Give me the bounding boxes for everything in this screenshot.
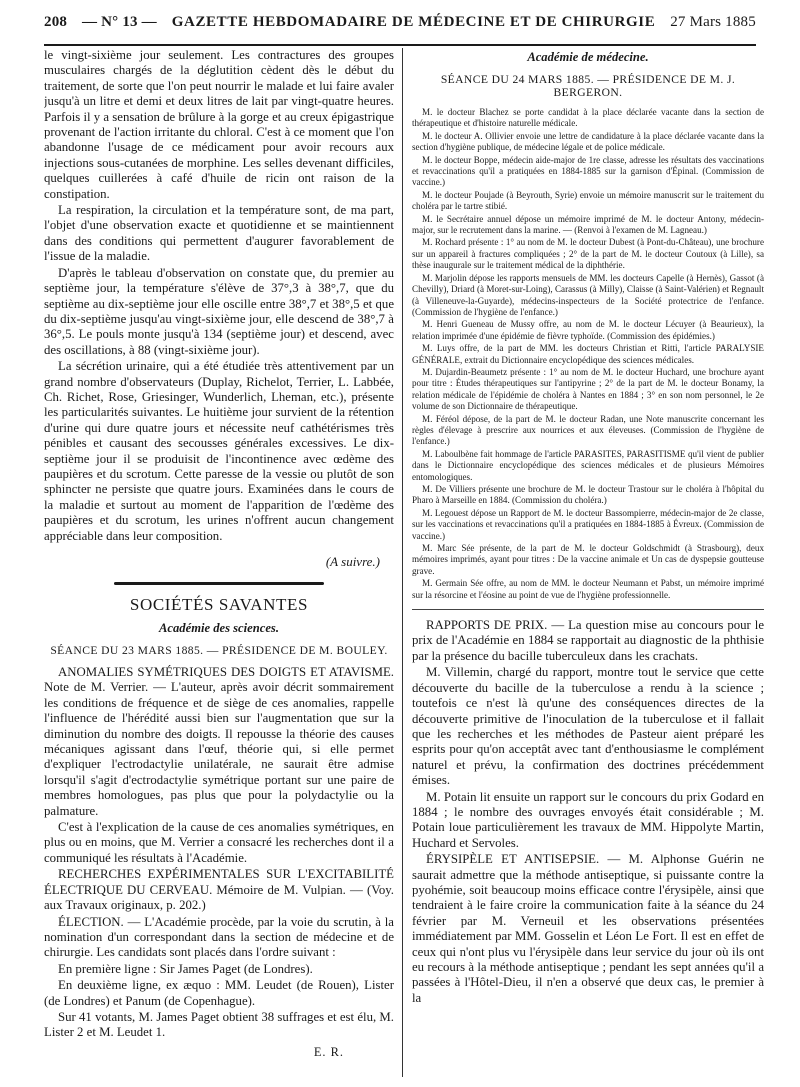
report-paragraph-villemin: M. Villemin, chargé du rapport, montre tout le service que cette découverte du bacille de la tuberculose a rendu à la science ; toutefois ce n'est là qu'une des conséquences directes de la découverte primitive de l'inoculation de la tuberculose et il fallait que les recherches et les méthodes de Pasteur aient préparé les esprits pour qu'on acceptât avec tant d'enthousiasme le complément naturel et prévu, la confirmation des doctrines précédemment émises. bbox=[412, 665, 764, 788]
academy-medicine-heading: Académie de médecine. bbox=[527, 50, 649, 64]
author-signature: E. R. bbox=[313, 1044, 344, 1059]
report-paragraph-erysipelas: ÉRYSIPÈLE ET ANTISEPSIE. — M. Alphonse Guérin ne saurait admettre que la méthode antiseptique, si puissante contre la pyohémie, soit beaucoup moins efficace contre l'érysipèle, ainsi que tendraient à le faire croire la communication faite à la séance du 24 février par M. Verneuil et les observations présentées immédiatement par MM. Gosselin et Léon Le Fort. Il est en effet de ceux qui n'ont plus vu l'érysipèle dans leur service du jour où ils ont eu recours à la méthode antiseptique ; pendant les sept années qu'il a passées à l'Hôtel-Dieu, il n'en a observé que deux cas, le premier à la bbox=[412, 852, 764, 1005]
minute-item: M. le docteur Boppe, médecin aide-major de 1re classe, adresse les résultats des vaccinations et revaccinations qu'il a pratiquées en 1884-1885 sur la garnison d'Épinal. (Commission de vaccine.) bbox=[412, 154, 764, 188]
minute-item: M. le docteur A. Ollivier envoie une lettre de candidature à la place déclarée vacante dans la section d'hygiène publique, de médecine légale et de police médicale. bbox=[412, 130, 764, 153]
page-header bbox=[44, 14, 756, 46]
page-number: 208 bbox=[44, 14, 68, 30]
continuation-paragraph-3: D'après le tableau d'observation on constate que, du premier au septième jour, la température s'élève de 37°,3 à 38°,7, que du septième au dix-septième jour elle oscille entre 38°,7 et 38°,5 et que du dix-septième jusqu'au vingt-sixième jour, elle descend de 38°,7 à 36°,5. Le pouls monte jusqu'à 134 (septième jour) et descend, avec des oscillations, à 88 (vingt-sixième jour). bbox=[44, 265, 394, 357]
minute-item: M. le docteur Blachez se porte candidat à la place déclarée vacante dans la section de thérapeutique et d'histoire naturelle médicale. bbox=[412, 107, 764, 129]
election-result: Sur 41 votants, M. James Paget obtient 38 suffrages et est élu, M. Lister 2 et M. Leudet 1. bbox=[44, 1009, 394, 1040]
session-heading: SÉANCE DU 23 MARS 1885. — PRÉSIDENCE DE M. BOULEY. bbox=[50, 644, 388, 657]
minute-item: M. Germain Sée offre, au nom de MM. le docteur Neumann et Pabst, un mémoire imprimé sur la résorcine et l'éosine au point de vue de l'hygiène professionnelle. bbox=[412, 578, 764, 600]
report-paragraph-potain: M. Potain lit ensuite un rapport sur le concours du prix Godard en 1884 ; le nombre des ouvrages envoyés était considérable ; M. Potain loue particulièrement les travaux de MM. Hippolyte Martin, Huchard et Servoles. bbox=[412, 789, 764, 850]
continuation-paragraph-4: La sécrétion urinaire, qui a été étudiée très attentivement par un grand nombre d'observateurs (Duplay, Richelot, Terrier, L. Labbée, Ch. Richet, Rose, Griesinger, Wunderlich, Lheman, etc.), présente les particularités suivantes. Le huitième jour survient de la rétention d'urine qui dure quatre jours et nécessite neuf cathétérismes très pénibles et causant des secousses générales excessives. Le dix-septième jour il se produisit de l'incontinence avec œdème des paupières et du scrotum. Cette paresse de la vessie ou plutôt de son sphincter ne persiste que quatre jours. Examinées dans le cours de la maladie et surtout au moment de l'apparition de l'œdème des paupières et du scrotum, les urines n'offrent aucun changement appréciable dans leur composition. bbox=[44, 359, 394, 543]
continuation-paragraph-2: La respiration, la circulation et la température sont, de ma part, l'objet d'une observation exacte et quotidienne et se maintiennent dans des conditions qui permettent d'augurer favorablement de l'issue de la maladie. bbox=[44, 203, 394, 264]
minute-item: M. Marjolin dépose les rapports mensuels de MM. les docteurs Capelle (à Hernès), Gassot (à Chevilly), Driard (à Moret-sur-Loing), Carassus (à Milly), Claisse (à Saint-Valérien) et Regnault (à Villeneuve-la-Guyarde), médecins-inspecteurs de la Société protectrice de l'enfance. (Commission de l'hygiène de l'enfance.) bbox=[412, 272, 764, 317]
medicine-report bbox=[412, 618, 764, 1006]
minute-item: M. le docteur Poujade (à Beyrouth, Syrie) envoie un mémoire manuscrit sur le traitement du choléra par le tartre stibié. bbox=[412, 189, 764, 212]
report-paragraph-prizes: RAPPORTS DE PRIX. — La question mise au concours pour le prix de l'Académie en 1884 se rapportait au diagnostic de la phthisie par la présence du bacille tuberculeux dans les crachats. bbox=[412, 618, 764, 663]
report-paragraph-verrier: C'est à l'explication de la cause de ces anomalies symétriques, en plus ou en moins, que M. Verrier a consacré les recherches dont il a communiqué les résultats à l'Académie. bbox=[44, 820, 394, 865]
minutes-divider bbox=[412, 609, 764, 610]
section-title: SOCIÉTÉS SAVANTES bbox=[129, 595, 309, 614]
election-first-line: En première ligne : Sir James Paget (de Londres). bbox=[58, 961, 313, 976]
issue-number: — N° 13 — bbox=[81, 14, 157, 30]
minute-item: M. Féréol dépose, de la part de M. le docteur Radan, une Note manuscrite concernant les règles d'élevage à prescrire aux nourrices et aux éleveuses. (Commission de l'hygiène de l'enfance.) bbox=[412, 413, 764, 447]
election-second-line: En deuxième ligne, ex æquo : MM. Leudet (de Rouen), Lister (de Londres) et Panum (de Copenhague). bbox=[44, 978, 394, 1008]
session-heading-medicine: SÉANCE DU 24 MARS 1885. — PRÉSIDENCE DE M. J. BERGERON. bbox=[440, 73, 736, 99]
report-paragraph-vulpian: RECHERCHES EXPÉRIMENTALES SUR L'EXCITABILITÉ ÉLECTRIQUE DU CERVEAU. Mémoire de M. Vulpian. — (Voy. aux Travaux originaux, p. 202.) bbox=[44, 867, 394, 913]
section-divider bbox=[114, 582, 324, 585]
journal-title: GAZETTE HEBDOMADAIRE DE MÉDECINE ET DE CHIRURGIE bbox=[171, 14, 656, 30]
right-column bbox=[412, 48, 764, 1077]
minute-item: M. De Villiers présente une brochure de M. le docteur Trastour sur le choléra à l'hôpital du Pharo à Marseille en 1884. (Commission du choléra.) bbox=[412, 484, 764, 506]
column-divider bbox=[402, 48, 403, 1077]
minute-item: M. Legouest dépose un Rapport de M. le docteur Bassompierre, médecin-major de 2e classe, sur les vaccinations et revaccinations qu'il a pratiquées en 1884-1885 à Évreux. (Commission de vaccine.) bbox=[412, 507, 764, 541]
correspondence-minutes bbox=[412, 107, 764, 601]
minute-item: M. Marc Sée présente, de la part de M. le docteur Goldschmidt (à Strasbourg), deux mémoires imprimés, ayant pour titres : De la vaccine animale et Un cas de dyspepsie goutteuse grave. bbox=[412, 543, 764, 576]
academy-sciences-heading: Académie des sciences. bbox=[159, 621, 279, 635]
to-follow-note: (A suivre.) bbox=[325, 554, 380, 569]
report-paragraph-anomalies: ANOMALIES SYMÉTRIQUES DES DOIGTS ET ATAVISME. Note de M. Verrier. — L'auteur, après avoir décrit sommairement les conditions de fréquence et de siège de ces anomalies, rappelle l'influence de l'hérédité aussi bien sur l'augmentation que sur la diminution du nombre des doigts. Il repousse la théorie des causes mécaniques agissant dans l'œuf, théorie qui, si elle permet d'expliquer l'ectrodactylie unilatérale, ne saurait être admise lorsqu'il s'agit d'ectrodactylie symétrique portant sur une paire de membres homologues, pas plus que pour la polydactylie ou la palmature. bbox=[44, 665, 394, 818]
minute-item: M. Dujardin-Beaumetz présente : 1° au nom de M. le docteur Huchard, une brochure ayant pour titre : Études thérapeutiques sur l'antipyrine ; 2° de la part de M. le docteur Bonamy, la relation médicale de l'épidémie de choléra à Nantes en 1884 ; 3° en son nom personnel, le 2e volume de son Dictionnaire de thérapeutique. bbox=[412, 366, 764, 412]
minute-item: M. Henri Gueneau de Mussy offre, au nom de M. le docteur Lécuyer (à Beaurieux), la relation imprimée d'une épidémie de fièvre typhoïde. (Commission des épidémies.) bbox=[412, 319, 764, 341]
report-paragraph-election: ÉLECTION. — L'Académie procède, par la voie du scrutin, à la nomination d'un correspondant dans la section de médecine et de chirurgie. Les candidats sont placés dans l'ordre suivant : bbox=[44, 914, 394, 960]
continuation-paragraph-1: le vingt-sixième jour seulement. Les contractures des groupes musculaires chargés de la déglutition cèdent dès le début du traitement, de sorte que l'on peut nourrir le malade et lui faire avaler jusqu'à un litre et demi et deux litres de lait par vingt-quatre heures. Parfois il y a sensation de brûlure à la gorge et au creux épigastrique provenant de l'action irritante du chloral. C'est à ce moment que l'on abandonne l'usage de ce médicament pour avoir recours aux injections sous-cutanées de morphine. Les selles devenant difficiles, quelques cuillerées à café d'huile de ricin ont raison de la constipation. bbox=[44, 48, 394, 201]
left-column bbox=[44, 48, 394, 1077]
issue-date: 27 Mars 1885 bbox=[670, 14, 756, 30]
sciences-report bbox=[44, 665, 394, 1041]
minute-item: M. le Secrétaire annuel dépose un mémoire imprimé de M. le docteur Antony, médecin-major, sur le recrutement dans la marine. — (Renvoi à l'examen de M. Lagneau.) bbox=[412, 213, 764, 236]
minute-item: M. Laboulbène fait hommage de l'article PARASITES, PARASITISME qu'il vient de publier dans le Dictionnaire encyclopédique des sciences médicales et de plusieurs Mémoires entomologiques. bbox=[412, 448, 764, 482]
minute-item: M. Rochard présente : 1° au nom de M. le docteur Dubest (à Pont-du-Château), une brochure sur un appareil à fractures compliquées ; 2° de la part de M. le docteur Coutoux (à Lille), sa thèse inaugurale sur le traitement médical de la diphthérie. bbox=[412, 237, 764, 271]
article-continuation bbox=[44, 48, 394, 544]
minute-item: M. Luys offre, de la part de MM. les docteurs Christian et Ritti, l'article PARALYSIE GÉNÉRALE, extrait du Dictionnaire encyclopédique des sciences médicales. bbox=[412, 343, 764, 365]
